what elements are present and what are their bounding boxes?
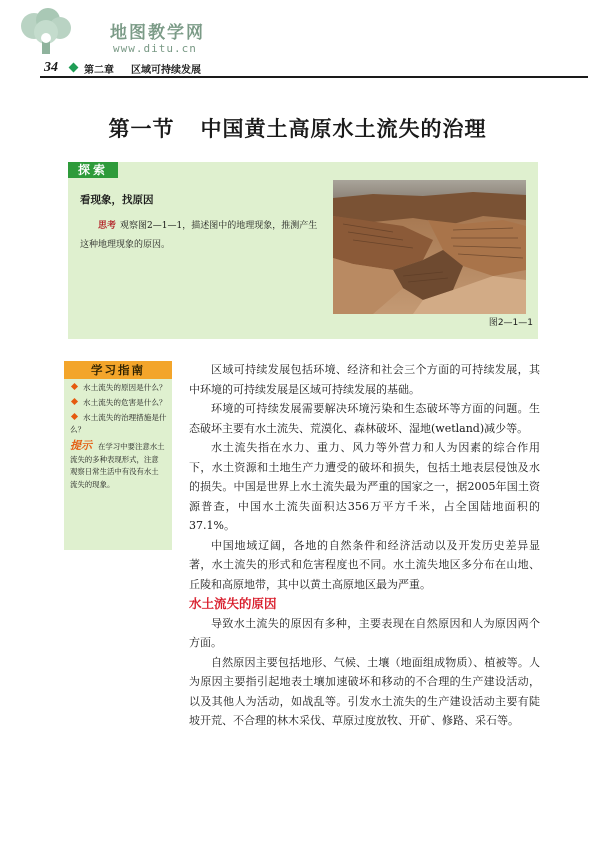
think-label: 思考 bbox=[98, 221, 117, 231]
loess-plateau-photo bbox=[333, 180, 526, 314]
section-heading: 水土流失的原因 bbox=[189, 596, 277, 611]
study-guide bbox=[64, 361, 172, 550]
explore-tab: 探索 bbox=[68, 162, 118, 178]
guide-item-text: 水土流失的原因是什么？ bbox=[83, 383, 167, 392]
guide-item bbox=[64, 397, 172, 409]
paragraph: 区域可持续发展包括环境、经济和社会三个方面的可持续发展，其中环境的可持续发展是区域可持续发展的基础。 bbox=[189, 363, 540, 396]
section-number: 第一节 bbox=[108, 116, 175, 141]
study-guide-heading: 学习指南 bbox=[64, 361, 172, 379]
tree-logo-icon bbox=[18, 8, 74, 56]
header-divider bbox=[40, 76, 588, 78]
page-number: 34 bbox=[44, 60, 58, 75]
explore-subtitle: 看现象，找原因 bbox=[80, 194, 154, 206]
guide-item bbox=[64, 412, 172, 436]
explore-box bbox=[68, 162, 538, 339]
paragraph: 环境的可持续发展需要解决环境污染和生态破坏等方面的问题。生态破坏主要有水土流失、荒漠化、森林破坏、湿地(wetland)减少等。 bbox=[189, 402, 540, 435]
page-title bbox=[0, 113, 595, 143]
diamond-bullet-icon bbox=[71, 413, 78, 420]
body-text bbox=[189, 360, 540, 731]
tip-label: 提示 bbox=[70, 439, 92, 452]
think-question bbox=[80, 217, 325, 255]
paragraph: 中国地域辽阔，各地的自然条件和经济活动以及开发历史差异显著，水土流失的形式和危害程度也不同。水土流失地区多分布在山地、丘陵和高原地带，其中以黄土高原地区最为严重。 bbox=[189, 538, 540, 591]
watermark-url: www.ditu.cn bbox=[113, 42, 197, 55]
chapter-title: 区域可持续发展 bbox=[131, 65, 201, 76]
tip-note bbox=[64, 436, 172, 491]
paragraph: 导致水土流失的原因有多种，主要表现在自然原因和人为原因两个方面。 bbox=[189, 616, 540, 649]
tip-text: 在学习中要注意水土流失的多种表现形式，注意观察日常生活中有没有水土流失的现象。 bbox=[70, 442, 165, 489]
guide-item bbox=[64, 382, 172, 394]
guide-item-text: 水土流失的危害是什么？ bbox=[83, 398, 167, 407]
section-title: 中国黄土高原水土流失的治理 bbox=[200, 116, 487, 141]
think-text: 观察图2—1—1，描述图中的地理现象，推测产生这种地理现象的原因。 bbox=[80, 221, 318, 250]
diamond-bullet-icon bbox=[71, 383, 78, 390]
diamond-icon bbox=[69, 63, 79, 73]
figure-caption: 图2—1—1 bbox=[488, 318, 533, 328]
diamond-bullet-icon bbox=[71, 398, 78, 405]
chapter-number: 第二章 bbox=[84, 65, 114, 76]
watermark-site-name: 地图教学网 bbox=[110, 23, 205, 43]
paragraph: 水土流失指在水力、重力、风力等外营力和人为因素的综合作用下，水土资源和土地生产力遭受的破坏和损失，包括土地表层侵蚀及水的损失。中国是世界上水土流失最为严重的国家之一，据2005年国土资源普查，中国水土流失面积达356万平方千米，占全国陆地面积的37.1%。 bbox=[189, 441, 540, 532]
watermark bbox=[18, 8, 218, 58]
paragraph: 自然原因主要包括地形、气候、土壤（地面组成物质）、植被等。人为原因主要指引起地表土壤加速破坏和移动的不合理的生产建设活动，以及其他人为活动，如战乱等。引发水土流失的生产建设活动主要有陡坡开荒、不合理的林木采伐、草原过度放牧、开矿、修路、采石等。 bbox=[189, 655, 540, 727]
guide-item-text: 水土流失的治理措施是什么？ bbox=[70, 413, 167, 434]
